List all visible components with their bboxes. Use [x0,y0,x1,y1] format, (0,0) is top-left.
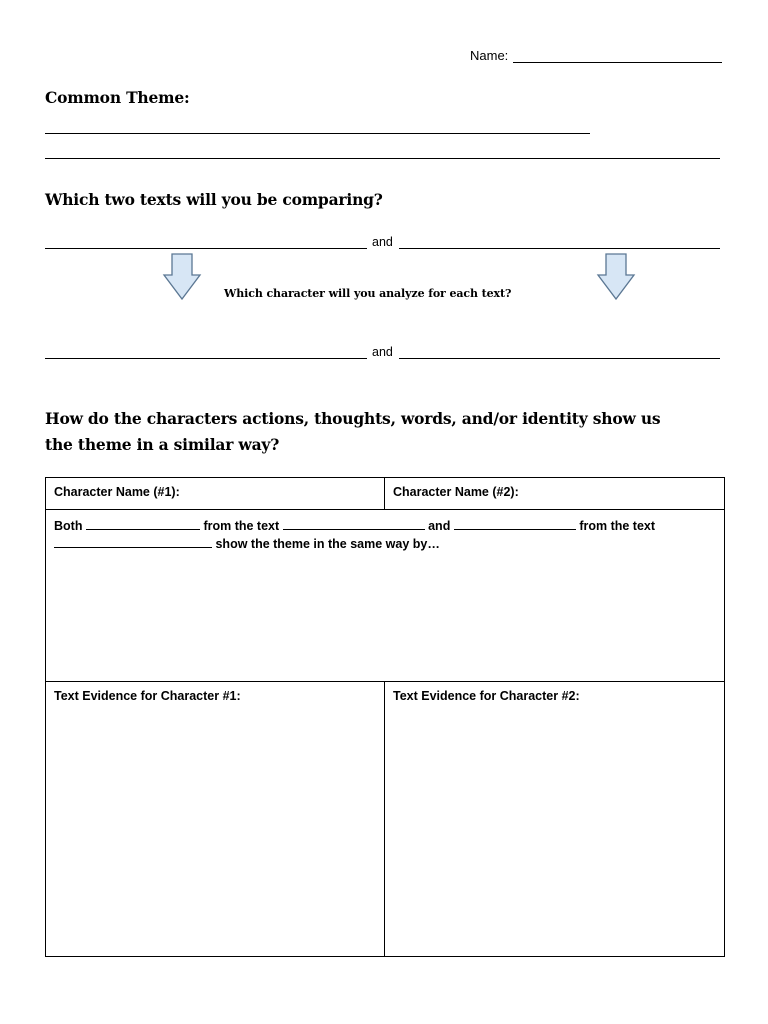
character-2-field[interactable] [399,358,720,359]
from-text-label-2: from the text [579,519,656,533]
character-1-field[interactable] [45,358,367,359]
and-label: and [372,235,393,249]
text-2-field[interactable] [399,248,720,249]
character-1-name-cell[interactable] [46,478,385,510]
blank-character-2[interactable] [454,518,576,530]
from-text-label-1: from the text [203,519,280,533]
name-label: Name: [470,48,509,63]
common-theme-line-1[interactable] [45,133,590,134]
name-field[interactable] [513,62,722,63]
texts-question-heading: Which two texts will you be comparing? [45,190,383,209]
analysis-question-line-1: How do the characters actions, thoughts, words, and/or identity show us [45,409,661,428]
organizer-table [45,477,725,957]
evidence-2-cell[interactable] [385,682,725,957]
both-label: Both [54,519,83,533]
common-theme-line-2[interactable] [45,158,720,159]
character-2-name-cell[interactable] [385,478,725,510]
blank-character-1[interactable] [86,518,200,530]
character-question-prompt: Which character will you analyze for each text? [224,287,512,300]
evidence-1-cell[interactable] [46,682,385,957]
evidence-2-label: Text Evidence for Character #2: [393,689,580,703]
and-label: and [428,519,451,533]
and-label: and [372,345,393,359]
character-2-name-label: Character Name (#2): [393,485,519,499]
text-1-field[interactable] [45,248,367,249]
character-1-name-label: Character Name (#1): [54,485,180,499]
down-arrow-icon [596,253,636,301]
blank-text-1[interactable] [283,518,425,530]
similarity-statement-cell[interactable] [46,510,725,682]
analysis-question-line-2: the theme in a similar way? [45,435,280,454]
down-arrow-icon [162,253,202,301]
ending-label: show the theme in the same way by… [215,537,440,551]
common-theme-heading: Common Theme: [45,88,190,107]
evidence-1-label: Text Evidence for Character #1: [54,689,241,703]
blank-text-2[interactable] [54,536,212,548]
